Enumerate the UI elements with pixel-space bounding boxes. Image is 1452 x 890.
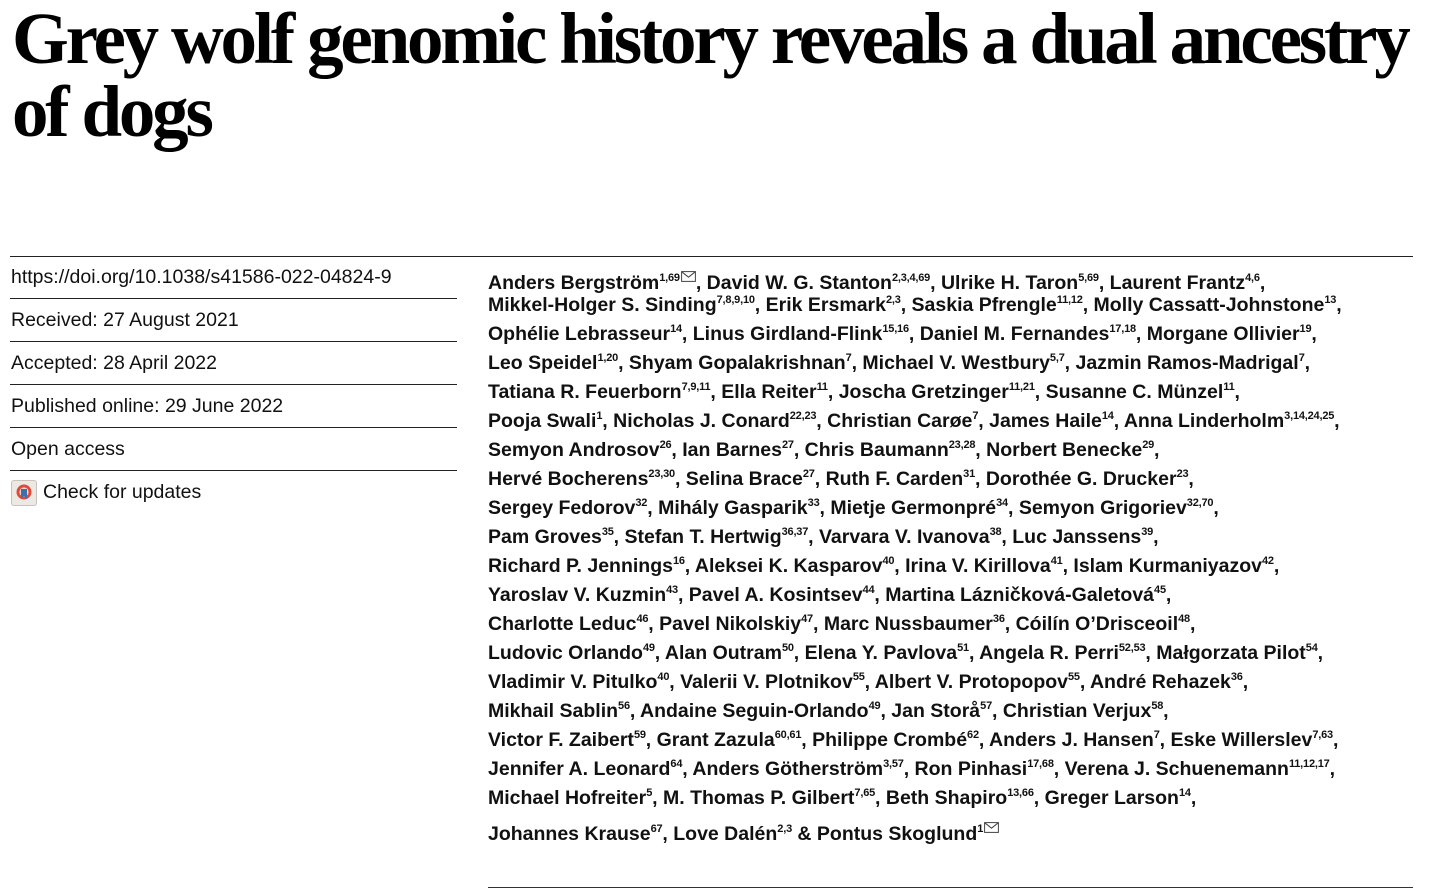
article-metadata xyxy=(10,256,457,514)
affiliation-superscript[interactable]: 44 xyxy=(862,584,875,596)
affiliation-superscript[interactable]: 64 xyxy=(670,758,683,770)
author-line: Charlotte Leduc$^{46}$, Pavel Nikolskiy$^{47}$, Marc Nussbaumer$^{36}$, Cóilín O’Drisceoil$^{48}$, xyxy=(488,613,1196,635)
affiliation-superscript[interactable]: 19 xyxy=(1299,323,1312,335)
author-name[interactable]: Michael Hofreiter xyxy=(488,787,647,809)
author-line: Mikhail Sablin$^{56}$, Andaine Seguin-Orlando$^{49}$, Jan Storå$^{57}$, Christian Verjux$^{58}$, xyxy=(488,700,1169,722)
doi-link[interactable]: https://doi.org/10.1038/s41586-022-04824-9 xyxy=(10,256,457,299)
accepted-date: Accepted: 28 April 2022 xyxy=(10,342,457,385)
author-name[interactable]: Ophélie Lebrasseur xyxy=(488,323,671,345)
author-name[interactable]: Mikkel-Holger S. Sinding xyxy=(488,294,717,316)
author-name[interactable]: Andaine Seguin-Orlando xyxy=(640,700,869,722)
author-name[interactable]: Erik Ersmark xyxy=(765,294,886,316)
affiliation-superscript[interactable]: 11 xyxy=(816,381,828,393)
author-name[interactable]: Anders Götherström xyxy=(692,758,884,780)
affiliation-superscript[interactable]: 7 xyxy=(845,352,852,364)
author-name[interactable]: Selina Brace xyxy=(685,468,803,490)
affiliation-superscript[interactable]: 38 xyxy=(989,526,1002,538)
received-date: Received: 27 August 2021 xyxy=(10,299,457,342)
author-name[interactable]: Love Dalén xyxy=(673,823,778,845)
affiliation-superscript[interactable]: 1,20 xyxy=(597,352,619,364)
author-name[interactable]: Semyon Androsov xyxy=(488,439,660,461)
affiliation-superscript[interactable]: 2,3 xyxy=(885,294,901,306)
affiliation-superscript[interactable]: 31 xyxy=(963,468,975,480)
affiliation-superscript[interactable]: 67 xyxy=(650,823,663,835)
affiliation-superscript[interactable]: 13 xyxy=(1324,294,1337,306)
envelope-icon[interactable] xyxy=(984,813,999,842)
affiliation-superscript[interactable]: 57 xyxy=(980,700,992,712)
affiliation-superscript[interactable]: 5,69 xyxy=(1078,272,1099,284)
author-name[interactable]: Martina Lázničková-Galetová xyxy=(885,584,1155,606)
author-line: Michael Hofreiter$^5$, M. Thomas P. Gilbert$^{7,65}$, Beth Shapiro$^{13,66}$, Greger Larson$^{14}$, xyxy=(488,787,1197,809)
affiliation-superscript[interactable]: 2,3 xyxy=(777,823,792,835)
envelope-icon[interactable] xyxy=(681,262,696,291)
footer-divider xyxy=(488,887,1413,888)
author-line: Victor F. Zaibert$^{59}$, Grant Zazula$^{60,61}$, Philippe Crombé$^{62}$, Anders J. Hansen$^7$, Eske Willerslev$^{7,63}$, xyxy=(488,729,1339,751)
author-line: Semyon Androsov$^{26}$, Ian Barnes$^{27}$, Chris Baumann$^{23,28}$, Norbert Benecke$^{29}$, xyxy=(488,439,1160,461)
author-name[interactable]: Charlotte Leduc xyxy=(488,613,637,635)
author-name[interactable]: Yaroslav V. Kuzmin xyxy=(488,584,667,606)
published-date: Published online: 29 June 2022 xyxy=(10,385,457,428)
author-name[interactable]: Jazmin Ramos-Madrigal xyxy=(1075,352,1299,374)
affiliation-superscript[interactable]: 42 xyxy=(1261,555,1274,567)
affiliation-superscript[interactable]: 16 xyxy=(672,555,685,567)
author-name[interactable]: Norbert Benecke xyxy=(986,439,1143,461)
affiliation-superscript[interactable]: 49 xyxy=(868,700,881,712)
author-line: Johannes Krause$^{67}$, Love Dalén$^{2,3}$ & Pontus Skoglund$^1$ xyxy=(488,813,1418,842)
affiliation-superscript[interactable]: 45 xyxy=(1154,584,1166,596)
affiliation-superscript[interactable]: 27 xyxy=(802,468,815,480)
author-name[interactable]: Małgorzata Pilot xyxy=(1156,642,1306,664)
affiliation-superscript[interactable]: 51 xyxy=(957,642,969,654)
author-name[interactable]: Chris Baumann xyxy=(804,439,949,461)
author-line: Sergey Fedorov$^{32}$, Mihály Gasparik$^{33}$, Mietje Germonpré$^{34}$, Semyon Grigoriev$^{32,70}$, xyxy=(488,497,1219,519)
author-name[interactable]: Sergey Fedorov xyxy=(488,497,636,519)
affiliation-superscript[interactable]: 39 xyxy=(1141,526,1154,538)
affiliation-superscript[interactable]: 7,65 xyxy=(854,787,876,799)
affiliation-superscript[interactable]: 49 xyxy=(642,642,655,654)
author-name[interactable]: Johannes Krause xyxy=(488,823,651,845)
affiliation-superscript[interactable]: 14 xyxy=(1178,787,1191,799)
author-name[interactable]: Christian Verjux xyxy=(1002,700,1152,722)
affiliation-superscript[interactable]: 48 xyxy=(1178,613,1190,625)
check-for-updates-icon xyxy=(11,480,37,506)
affiliation-superscript[interactable]: 62 xyxy=(967,729,979,741)
author-name[interactable]: Linus Girdland-Flink xyxy=(692,323,883,345)
author-name[interactable]: Angela R. Perri xyxy=(979,642,1119,664)
affiliation-superscript[interactable]: 47 xyxy=(801,613,813,625)
affiliation-superscript[interactable]: 7 xyxy=(1153,729,1160,741)
affiliation-superscript[interactable]: 23,30 xyxy=(648,468,675,480)
author-name[interactable]: Richard P. Jennings xyxy=(488,555,673,577)
author-name[interactable]: Varvara V. Ivanova xyxy=(818,526,990,548)
author-line: Richard P. Jennings$^{16}$, Aleksei K. Kasparov$^{40}$, Irina V. Kirillova$^{41}$, Islam Kurmaniyazov$^{42}$, xyxy=(488,555,1280,577)
affiliation-superscript[interactable]: 55 xyxy=(852,671,865,683)
author-name[interactable]: Ulrike H. Taron xyxy=(940,272,1079,294)
author-name[interactable]: Ian Barnes xyxy=(682,439,782,461)
author-name[interactable]: Vladimir V. Pitulko xyxy=(488,671,658,693)
affiliation-superscript[interactable]: 54 xyxy=(1305,642,1318,654)
article-title: Grey wolf genomic history reveals a dual ancestry of dogs xyxy=(12,0,1408,152)
author-name[interactable]: Mihály Gasparik xyxy=(658,497,808,519)
author-name[interactable]: Pooja Swali xyxy=(488,410,597,432)
affiliation-superscript[interactable]: 52,53 xyxy=(1118,642,1146,654)
affiliation-superscript[interactable]: 13,66 xyxy=(1007,787,1034,799)
affiliation-superscript[interactable]: 5,7 xyxy=(1049,352,1065,364)
author-name[interactable]: Nicholas J. Conard xyxy=(613,410,790,432)
affiliation-superscript[interactable]: 17,68 xyxy=(1027,758,1054,770)
affiliation-superscript[interactable]: 27 xyxy=(781,439,794,451)
affiliation-superscript[interactable]: 2,3,4,69 xyxy=(891,272,931,284)
author-name[interactable]: Philippe Crombé xyxy=(812,729,968,751)
affiliation-superscript[interactable]: 40 xyxy=(882,555,895,567)
affiliation-superscript[interactable]: 1 xyxy=(596,410,603,422)
author-name[interactable]: Jennifer A. Leonard xyxy=(488,758,671,780)
author-line: Tatiana R. Feuerborn$^{7,9,11}$, Ella Reiter$^{11}$, Joscha Gretzinger$^{11,21}$, Susanne C. Münzel$^{11}$, xyxy=(488,381,1240,403)
author-name[interactable]: James Haile xyxy=(989,410,1102,432)
affiliation-superscript[interactable]: 26 xyxy=(659,439,672,451)
affiliation-superscript[interactable]: 36 xyxy=(1230,671,1243,683)
author-name[interactable]: Luc Janssens xyxy=(1012,526,1142,548)
affiliation-superscript[interactable]: 55 xyxy=(1068,671,1080,683)
author-name[interactable]: André Rehazek xyxy=(1089,671,1231,693)
affiliation-superscript[interactable]: 7 xyxy=(972,410,979,422)
author-name[interactable]: M. Thomas P. Gilbert xyxy=(662,787,855,809)
author-name[interactable]: Islam Kurmaniyazov xyxy=(1073,555,1262,577)
author-name[interactable]: Anna Linderholm xyxy=(1123,410,1285,432)
affiliation-superscript[interactable]: 4,6 xyxy=(1245,272,1260,284)
author-list xyxy=(488,262,1418,845)
author-name[interactable]: Tatiana R. Feuerborn xyxy=(488,381,682,403)
author-name[interactable]: Morgane Ollivier xyxy=(1146,323,1300,345)
author-name[interactable]: Mietje Germonpré xyxy=(830,497,997,519)
affiliation-superscript[interactable]: 32 xyxy=(635,497,648,509)
affiliation-superscript[interactable]: 14 xyxy=(1101,410,1114,422)
author-name[interactable]: Verena J. Schuenemann xyxy=(1064,758,1289,780)
affiliation-superscript[interactable]: 34 xyxy=(996,497,1008,509)
author-name[interactable]: Joscha Gretzinger xyxy=(838,381,1009,403)
author-name[interactable]: Valerii V. Plotnikov xyxy=(680,671,853,693)
affiliation-superscript[interactable]: 23 xyxy=(1176,468,1189,480)
author-name[interactable]: Pam Groves xyxy=(488,526,602,548)
open-access-label: Open access xyxy=(10,428,457,471)
author-line: Jennifer A. Leonard$^{64}$, Anders Götherström$^{3,57}$, Ron Pinhasi$^{17,68}$, Verena J. Schuenemann$^{11,12,17}$, xyxy=(488,758,1335,780)
affiliation-superscript[interactable]: 22,23 xyxy=(789,410,817,422)
affiliation-superscript[interactable]: 59 xyxy=(633,729,646,741)
author-name[interactable]: Elena Y. Pavlova xyxy=(804,642,958,664)
affiliation-superscript[interactable]: 7,63 xyxy=(1312,729,1333,741)
author-name[interactable]: Pontus Skoglund xyxy=(816,823,978,845)
affiliation-superscript[interactable]: 41 xyxy=(1050,555,1063,567)
author-name[interactable]: Anders Bergström xyxy=(488,272,660,294)
author-name[interactable]: Dorothée G. Drucker xyxy=(985,468,1177,490)
author-name[interactable]: Pavel Nikolskiy xyxy=(659,613,802,635)
author-name[interactable]: Anders J. Hansen xyxy=(989,729,1154,751)
affiliation-superscript[interactable]: 3,57 xyxy=(883,758,904,770)
author-name[interactable]: Alan Outram xyxy=(664,642,782,664)
author-name[interactable]: Molly Cassatt-Johnstone xyxy=(1093,294,1325,316)
affiliation-superscript[interactable]: 5 xyxy=(646,787,653,799)
affiliation-superscript[interactable]: 11 xyxy=(1223,381,1235,393)
affiliation-superscript[interactable]: 60,61 xyxy=(774,729,802,741)
affiliation-superscript[interactable]: 1 xyxy=(977,823,984,835)
affiliation-superscript[interactable]: 14 xyxy=(670,323,682,335)
author-name[interactable]: Mikhail Sablin xyxy=(488,700,619,722)
affiliation-superscript[interactable]: 43 xyxy=(666,584,678,596)
author-name[interactable]: Susanne C. Münzel xyxy=(1045,381,1224,403)
author-name[interactable]: Semyon Grigoriev xyxy=(1018,497,1187,519)
author-name[interactable]: Marc Nussbaumer xyxy=(823,613,993,635)
affiliation-superscript[interactable]: 17,18 xyxy=(1109,323,1136,335)
author-line: Ophélie Lebrasseur$^{14}$, Linus Girdland-Flink$^{15,16}$, Daniel M. Fernandes$^{17,18}$, Morgane Ollivier$^{19}$, xyxy=(488,323,1317,345)
author-line: Hervé Bocherens$^{23,30}$, Selina Brace$^{27}$, Ruth F. Carden$^{31}$, Dorothée G. Drucker$^{23}$, xyxy=(488,468,1194,490)
check-for-updates-label: Check for updates xyxy=(43,481,202,503)
author-name[interactable]: Hervé Bocherens xyxy=(488,468,649,490)
author-name[interactable]: Cóilín O’Drisceoil xyxy=(1015,613,1179,635)
affiliation-superscript[interactable]: 58 xyxy=(1151,700,1164,712)
author-name[interactable]: Stefan T. Hertwig xyxy=(624,526,782,548)
author-name[interactable]: Michael V. Westbury xyxy=(862,352,1050,374)
author-name[interactable]: Leo Speidel xyxy=(488,352,598,374)
affiliation-superscript[interactable]: 3,14,24,25 xyxy=(1284,410,1335,422)
affiliation-superscript[interactable]: 1,69 xyxy=(659,272,680,284)
affiliation-superscript[interactable]: 7,8,9,10 xyxy=(716,294,755,306)
affiliation-superscript[interactable]: 32,70 xyxy=(1186,497,1214,509)
author-name[interactable]: Ron Pinhasi xyxy=(914,758,1028,780)
affiliation-superscript[interactable]: 11,12,17 xyxy=(1288,758,1330,770)
author-name[interactable]: Beth Shapiro xyxy=(885,787,1008,809)
affiliation-superscript[interactable]: 29 xyxy=(1142,439,1155,451)
affiliation-superscript[interactable]: 36 xyxy=(992,613,1005,625)
author-name[interactable]: Eske Willerslev xyxy=(1170,729,1313,751)
affiliation-superscript[interactable]: 40 xyxy=(657,671,670,683)
author-name[interactable]: Christian Carøe xyxy=(827,410,973,432)
affiliation-superscript[interactable]: 50 xyxy=(781,642,794,654)
author-name[interactable]: Irina V. Kirillova xyxy=(905,555,1051,577)
author-name[interactable]: Ella Reiter xyxy=(721,381,817,403)
author-line: Ludovic Orlando$^{49}$, Alan Outram$^{50}$, Elena Y. Pavlova$^{51}$, Angela R. Perri$^{52,53}$, Małgorzata Pilot$^{54}$, xyxy=(488,642,1324,664)
affiliation-superscript[interactable]: 35 xyxy=(601,526,614,538)
affiliation-superscript[interactable]: 36,37 xyxy=(781,526,809,538)
author-name[interactable]: Laurent Frantz xyxy=(1109,272,1246,294)
affiliation-superscript[interactable]: 7 xyxy=(1298,352,1305,364)
author-name[interactable]: Shyam Gopalakrishnan xyxy=(628,352,846,374)
author-line: Vladimir V. Pitulko$^{40}$, Valerii V. Plotnikov$^{55}$, Albert V. Protopopov$^{55}$, André Rehazek$^{36}$, xyxy=(488,671,1249,693)
affiliation-superscript[interactable]: 56 xyxy=(618,700,630,712)
affiliation-superscript[interactable]: 23,28 xyxy=(948,439,976,451)
author-name[interactable]: Saskia Pfrengle xyxy=(911,294,1057,316)
author-name[interactable]: David W. G. Stanton xyxy=(706,272,892,294)
author-line: Mikkel-Holger S. Sinding$^{7,8,9,10}$, Erik Ersmark$^{2,3}$, Saskia Pfrengle$^{11,12}$, Molly Cassatt-Johnstone$^{13}$, xyxy=(488,294,1342,316)
affiliation-superscript[interactable]: 46 xyxy=(636,613,649,625)
author-line: Pam Groves$^{35}$, Stefan T. Hertwig$^{36,37}$, Varvara V. Ivanova$^{38}$, Luc Janssens$^{39}$, xyxy=(488,526,1159,548)
author-line: Anders Bergström$^{1,69}$ , David W. G. Stanton$^{2,3,4,69}$, Ulrike H. Taron$^{5,69}$, Laurent Frantz$^{4,6}$, xyxy=(488,262,1418,291)
author-name[interactable]: Ruth F. Carden xyxy=(825,468,964,490)
check-for-updates-link[interactable] xyxy=(10,471,457,514)
affiliation-superscript[interactable]: 11,21 xyxy=(1008,381,1035,393)
affiliation-superscript[interactable]: 15,16 xyxy=(882,323,909,335)
affiliation-superscript[interactable]: 33 xyxy=(807,497,820,509)
affiliation-superscript[interactable]: 7,9,11 xyxy=(681,381,711,393)
author-name[interactable]: Daniel M. Fernandes xyxy=(919,323,1110,345)
affiliation-superscript[interactable]: 11,12 xyxy=(1056,294,1083,306)
author-name[interactable]: Victor F. Zaibert xyxy=(488,729,634,751)
author-name[interactable]: Grant Zazula xyxy=(656,729,775,751)
author-name[interactable]: Aleksei K. Kasparov xyxy=(694,555,883,577)
author-line: Leo Speidel$^{1,20}$, Shyam Gopalakrishnan$^7$, Michael V. Westbury$^{5,7}$, Jazmin Ramos-Madrigal$^7$, xyxy=(488,352,1311,374)
author-line: Pooja Swali$^1$, Nicholas J. Conard$^{22,23}$, Christian Carøe$^7$, James Haile$^{14}$, Anna Linderholm$^{3,14,24,25}$, xyxy=(488,410,1340,432)
author-name[interactable]: Pavel A. Kosintsev xyxy=(688,584,863,606)
author-name[interactable]: Jan Storå xyxy=(891,700,981,722)
author-line: Yaroslav V. Kuzmin$^{43}$, Pavel A. Kosintsev$^{44}$, Martina Lázničková-Galetová$^{45}$, xyxy=(488,584,1172,606)
author-name[interactable]: Ludovic Orlando xyxy=(488,642,643,664)
author-name[interactable]: Greger Larson xyxy=(1044,787,1179,809)
author-name[interactable]: Albert V. Protopopov xyxy=(874,671,1068,693)
